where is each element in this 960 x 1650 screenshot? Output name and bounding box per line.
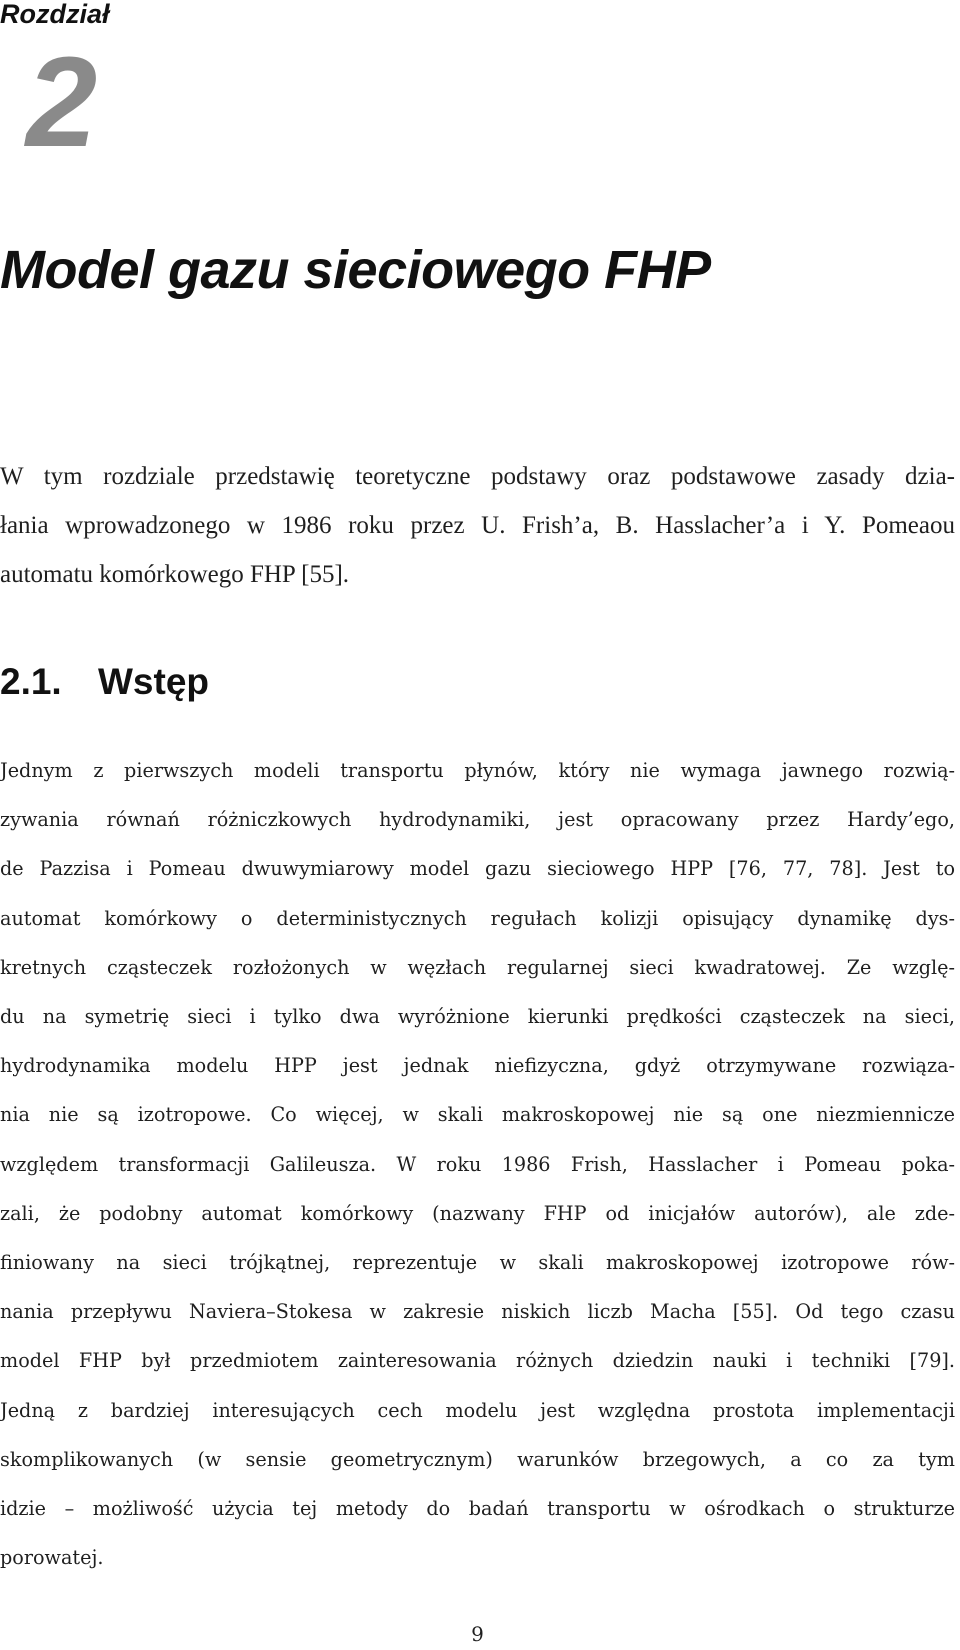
body-line: skomplikowanych (w sensie geometrycznym) warunków brzegowych, a co za tym: [0, 1447, 955, 1471]
body-line: kretnych cząsteczek rozłożonych w węzłach regularnej sieci kwadratowej. Ze wzglę-: [0, 955, 955, 979]
body-line: względem transformacji Galileusza. W roku 1986 Frish, Hasslacher i Pomeau poka-: [0, 1152, 955, 1176]
intro-paragraph: [0, 452, 955, 599]
body-line: nia nie są izotropowe. Co więcej, w skali makroskopowej nie są one niezmiennicze: [0, 1103, 955, 1127]
intro-line: automatu komórkowego FHP [55].: [0, 561, 350, 588]
body-line: idzie – możliwość użycia tej metody do badań transportu w ośrodkach o strukturze: [0, 1497, 955, 1521]
body-paragraph: [0, 746, 955, 1582]
section-number: 2.1.: [0, 661, 62, 702]
body-line: de Pazzisa i Pomeau dwuwymiarowy model gazu sieciowego HPP [76, 77, 78]. Jest to: [0, 857, 955, 881]
body-line: porowatej.: [0, 1546, 104, 1570]
body-line: Jedną z bardziej interesujących cech modelu jest względna prostota implementacji: [0, 1398, 955, 1422]
page-number: 9: [471, 1622, 484, 1646]
body-line: du na symetrię sieci i tylko dwa wyróżnione kierunki prędkości cząsteczek na sieci,: [0, 1005, 955, 1029]
intro-line: W tym rozdziale przedstawię teoretyczne podstawy oraz podstawowe zasady dzia-: [0, 463, 955, 490]
chapter-label: Rozdział: [0, 0, 110, 29]
body-line: Jednym z pierwszych modeli transportu płynów, który nie wymaga jawnego rozwią-: [0, 759, 955, 782]
chapter-title: Model gazu sieciowego FHP: [0, 240, 711, 300]
body-line: nania przepływu Naviera–Stokesa w zakresie niskich liczb Macha [55]. Od tego czasu: [0, 1300, 955, 1324]
section-heading: [0, 660, 209, 704]
chapter-number: 2: [26, 31, 98, 174]
body-line: zywania równań różniczkowych hydrodynamiki, jest opracowany przez Hardy’ego,: [0, 808, 955, 832]
body-line: automat komórkowy o deterministycznych regułach kolizji opisujący dynamikę dys-: [0, 906, 955, 930]
body-line: finiowany na sieci trójkątnej, reprezentuje w skali makroskopowej izotropowe rów-: [0, 1251, 955, 1275]
section-title: Wstęp: [98, 661, 209, 702]
body-line: hydrodynamika modelu HPP jest jednak niefizyczna, gdyż otrzymywane rozwiąza-: [0, 1054, 955, 1078]
body-line: zali, że podobny automat komórkowy (nazwany FHP od inicjałów autorów), ale zde-: [0, 1201, 955, 1225]
body-line: model FHP był przedmiotem zainteresowania różnych dziedzin nauki i techniki [79].: [0, 1349, 955, 1373]
intro-line: łania wprowadzonego w 1986 roku przez U. Frish’a, B. Hasslacher’a i Y. Pomeaou: [0, 512, 955, 539]
